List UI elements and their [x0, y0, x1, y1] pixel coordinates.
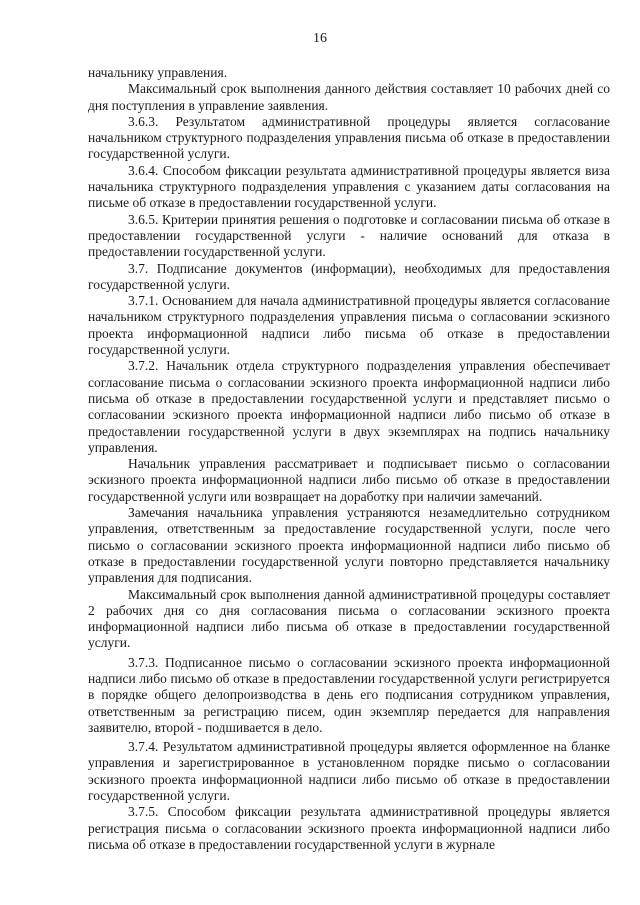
paragraph: Начальник управления рассматривает и подписывает письмо о согласовании эскизного проекта информационной надписи либо письмо об отказе в предоставлении государственной услуги или возвращает на доработку при наличии замечаний.	[88, 456, 610, 504]
paragraph: 3.6.3. Результатом административной процедуры является согласование начальником структурного подразделения управления письма об отказе в предоставлении государственной услуги.	[88, 113, 610, 162]
paragraph: 3.7.2. Начальник отдела структурного подразделения управления обеспечивает согласование письма о согласовании эскизного проекта информационной надписи либо письма об отказе в предоставлении государственной услуги и представляет письмо о согласовании эскизного проекта информационной надписи либо письмо об отказе в предоставлении государственной услуги в двух экземплярах на подпись начальнику управления.	[88, 358, 610, 455]
paragraph: начальнику управления.	[88, 65, 228, 80]
paragraph: 3.7.4. Результатом административной процедуры является оформленное на бланке управления и зарегистрированное в установленном порядке письмо о согласовании эскизного проекта информационной надписи либо письмо об отказе в предоставлении государственной услуги.	[88, 739, 610, 804]
paragraph: 3.6.4. Способом фиксации результата административной процедуры является виза начальника структурного подразделения управления с указанием даты согласования на письме об отказе в предоставлении государственной услуги.	[88, 162, 610, 211]
document-body	[88, 65, 610, 853]
paragraph: Максимальный срок выполнения данного действия составляет 10 рабочих дней со дня поступления в управление заявления.	[88, 81, 610, 113]
paragraph: 3.7.1. Основанием для начала административной процедуры является согласование начальником структурного подразделения управления письма о согласовании эскизного проекта информационной надписи либо письма об отказе в предоставлении государственной услуги.	[88, 293, 610, 358]
paragraph: 3.7. Подписание документов (информации), необходимых для предоставления государственной услуги.	[88, 260, 610, 292]
page-number: 16	[313, 31, 327, 46]
paragraph: 3.6.5. Критерии принятия решения о подготовке и согласовании письма об отказе в предоставлении государственной услуги - наличие оснований для отказа в предоставлении государственной услуги.	[88, 211, 610, 260]
paragraph: 3.7.5. Способом фиксации результата административной процедуры является регистрация письма о согласовании эскизного проекта информационной надписи либо письма об отказе в предоставлении государственной услуги в журнале	[88, 804, 610, 852]
paragraph: 3.7.3. Подписанное письмо о согласовании эскизного проекта информационной надписи либо письмо об отказе в предоставлении государственной услуги регистрируется в порядке общего делопроизводства в день его подписания сотрудником управления, ответственным за регистрацию писем, один экземпляр передается для направления заявителю, второй - подшивается в дело.	[88, 654, 610, 735]
paragraph: Максимальный срок выполнения данной административной процедуры составляет 2 рабочих дня со дня согласования письма о согласовании эскизного проекта информационной надписи либо письма об отказе в предоставлении государственной услуги.	[88, 586, 610, 651]
paragraph: Замечания начальника управления устраняются незамедлительно сотрудником управления, ответственным за предоставление государственной услуги, после чего письмо о согласовании эскизного проекта информационной надписи либо письмо об отказе в предоставлении государственной услуги повторно представляется начальнику управления для подписания.	[88, 505, 610, 586]
